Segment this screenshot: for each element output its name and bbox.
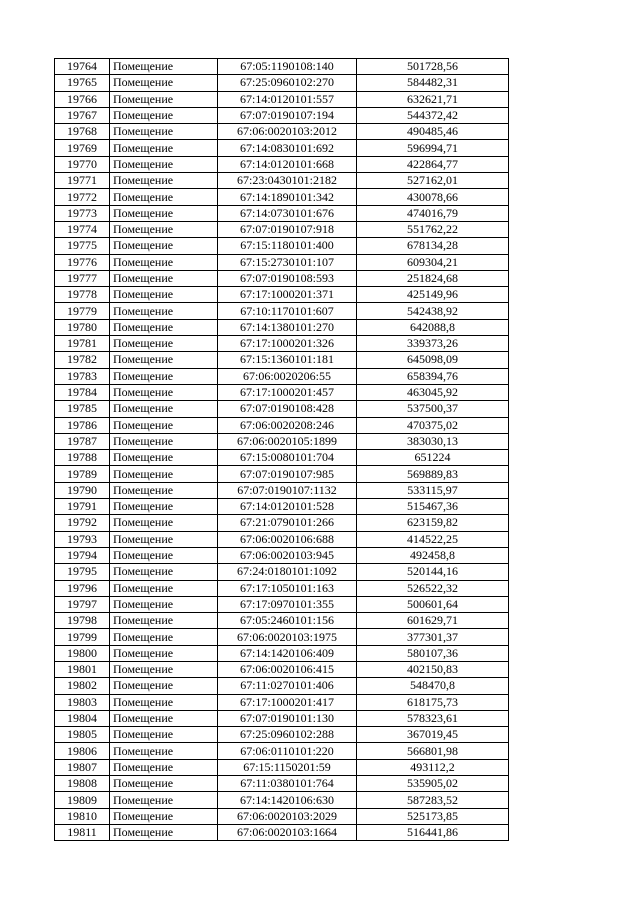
cadastral-number: 67:07:0190108:428 (218, 401, 357, 417)
cadastral-value: 526522,32 (357, 580, 509, 596)
table-row (55, 776, 509, 792)
row-number: 19807 (55, 759, 110, 775)
cadastral-number: 67:14:1420106:630 (218, 792, 357, 808)
row-number: 19766 (55, 91, 110, 107)
cadastral-number: 67:07:0190107:1132 (218, 482, 357, 498)
cadastral-number: 67:25:0960102:270 (218, 75, 357, 91)
property-table (54, 58, 509, 841)
table-row (55, 531, 509, 547)
table-row (55, 727, 509, 743)
cadastral-value: 474016,79 (357, 205, 509, 221)
object-type: Помещение (110, 596, 218, 612)
cadastral-value: 383030,13 (357, 433, 509, 449)
object-type: Помещение (110, 743, 218, 759)
cadastral-number: 67:07:0190107:194 (218, 107, 357, 123)
table-row (55, 433, 509, 449)
table-row (55, 140, 509, 156)
cadastral-value: 425149,96 (357, 287, 509, 303)
row-number: 19795 (55, 564, 110, 580)
row-number: 19806 (55, 743, 110, 759)
row-number: 19780 (55, 319, 110, 335)
table-row (55, 303, 509, 319)
cadastral-number: 67:15:1360101:181 (218, 352, 357, 368)
table-row (55, 824, 509, 840)
table-row (55, 319, 509, 335)
object-type: Помещение (110, 450, 218, 466)
cadastral-number: 67:06:0020103:945 (218, 547, 357, 563)
table-row (55, 515, 509, 531)
cadastral-value: 520144,16 (357, 564, 509, 580)
table-row (55, 254, 509, 270)
cadastral-number: 67:14:0120101:668 (218, 156, 357, 172)
table-row (55, 808, 509, 824)
cadastral-number: 67:11:0270101:406 (218, 678, 357, 694)
table-row (55, 401, 509, 417)
row-number: 19800 (55, 645, 110, 661)
table-row (55, 287, 509, 303)
object-type: Помещение (110, 547, 218, 563)
row-number: 19770 (55, 156, 110, 172)
cadastral-number: 67:15:1180101:400 (218, 238, 357, 254)
cadastral-value: 402150,83 (357, 661, 509, 677)
cadastral-number: 67:06:0020103:2012 (218, 124, 357, 140)
cadastral-value: 645098,09 (357, 352, 509, 368)
row-number: 19809 (55, 792, 110, 808)
cadastral-value: 377301,37 (357, 629, 509, 645)
cadastral-value: 544372,42 (357, 107, 509, 123)
cadastral-number: 67:05:2460101:156 (218, 613, 357, 629)
row-number: 19783 (55, 368, 110, 384)
cadastral-number: 67:07:0190101:130 (218, 710, 357, 726)
cadastral-number: 67:11:0380101:764 (218, 776, 357, 792)
cadastral-number: 67:07:0190107:918 (218, 221, 357, 237)
object-type: Помещение (110, 433, 218, 449)
table-row (55, 547, 509, 563)
object-type: Помещение (110, 173, 218, 189)
cadastral-value: 548470,8 (357, 678, 509, 694)
table-row (55, 75, 509, 91)
cadastral-value: 642088,8 (357, 319, 509, 335)
table-row (55, 417, 509, 433)
cadastral-value: 430078,66 (357, 189, 509, 205)
cadastral-value: 527162,01 (357, 173, 509, 189)
row-number: 19788 (55, 450, 110, 466)
row-number: 19803 (55, 694, 110, 710)
cadastral-number: 67:07:0190107:985 (218, 466, 357, 482)
table-row (55, 499, 509, 515)
object-type: Помещение (110, 613, 218, 629)
table-row (55, 91, 509, 107)
table-row (55, 580, 509, 596)
cadastral-value: 367019,45 (357, 727, 509, 743)
cadastral-value: 339373,26 (357, 336, 509, 352)
table-row (55, 694, 509, 710)
cadastral-value: 551762,22 (357, 221, 509, 237)
object-type: Помещение (110, 124, 218, 140)
table-row (55, 352, 509, 368)
cadastral-value: 463045,92 (357, 384, 509, 400)
row-number: 19779 (55, 303, 110, 319)
object-type: Помещение (110, 287, 218, 303)
cadastral-number: 67:06:0110101:220 (218, 743, 357, 759)
table-row (55, 368, 509, 384)
object-type: Помещение (110, 678, 218, 694)
cadastral-number: 67:06:0020206:55 (218, 368, 357, 384)
cadastral-number: 67:14:0730101:676 (218, 205, 357, 221)
object-type: Помещение (110, 824, 218, 840)
table-row (55, 336, 509, 352)
row-number: 19784 (55, 384, 110, 400)
cadastral-number: 67:21:0790101:266 (218, 515, 357, 531)
object-type: Помещение (110, 303, 218, 319)
table-row (55, 107, 509, 123)
cadastral-value: 422864,77 (357, 156, 509, 172)
cadastral-number: 67:17:1000201:457 (218, 384, 357, 400)
row-number: 19799 (55, 629, 110, 645)
cadastral-number: 67:06:0020208:246 (218, 417, 357, 433)
object-type: Помещение (110, 531, 218, 547)
cadastral-number: 67:24:0180101:1092 (218, 564, 357, 580)
cadastral-value: 251824,68 (357, 270, 509, 286)
object-type: Помещение (110, 238, 218, 254)
object-type: Помещение (110, 59, 218, 75)
row-number: 19808 (55, 776, 110, 792)
row-number: 19801 (55, 661, 110, 677)
table-row (55, 792, 509, 808)
cadastral-value: 414522,25 (357, 531, 509, 547)
cadastral-value: 525173,85 (357, 808, 509, 824)
row-number: 19811 (55, 824, 110, 840)
cadastral-number: 67:07:0190108:593 (218, 270, 357, 286)
object-type: Помещение (110, 368, 218, 384)
object-type: Помещение (110, 91, 218, 107)
cadastral-number: 67:06:0020103:2029 (218, 808, 357, 824)
table-row (55, 661, 509, 677)
cadastral-value: 490485,46 (357, 124, 509, 140)
object-type: Помещение (110, 401, 218, 417)
row-number: 19781 (55, 336, 110, 352)
table-row (55, 678, 509, 694)
object-type: Помещение (110, 336, 218, 352)
object-type: Помещение (110, 645, 218, 661)
row-number: 19810 (55, 808, 110, 824)
cadastral-value: 492458,8 (357, 547, 509, 563)
cadastral-number: 67:06:0020103:1975 (218, 629, 357, 645)
object-type: Помещение (110, 417, 218, 433)
table-row (55, 59, 509, 75)
table-row (55, 450, 509, 466)
cadastral-value: 609304,21 (357, 254, 509, 270)
row-number: 19802 (55, 678, 110, 694)
table-row (55, 710, 509, 726)
table-row (55, 221, 509, 237)
table-row (55, 466, 509, 482)
object-type: Помещение (110, 205, 218, 221)
cadastral-value: 542438,92 (357, 303, 509, 319)
row-number: 19794 (55, 547, 110, 563)
cadastral-number: 67:17:1050101:163 (218, 580, 357, 596)
cadastral-value: 569889,83 (357, 466, 509, 482)
row-number: 19804 (55, 710, 110, 726)
cadastral-value: 601629,71 (357, 613, 509, 629)
table-row (55, 156, 509, 172)
cadastral-number: 67:14:1420106:409 (218, 645, 357, 661)
row-number: 19775 (55, 238, 110, 254)
cadastral-value: 618175,73 (357, 694, 509, 710)
cadastral-value: 587283,52 (357, 792, 509, 808)
object-type: Помещение (110, 221, 218, 237)
object-type: Помещение (110, 727, 218, 743)
object-type: Помещение (110, 384, 218, 400)
object-type: Помещение (110, 710, 218, 726)
object-type: Помещение (110, 808, 218, 824)
object-type: Помещение (110, 156, 218, 172)
row-number: 19782 (55, 352, 110, 368)
object-type: Помещение (110, 140, 218, 156)
document-page (54, 58, 508, 841)
row-number: 19789 (55, 466, 110, 482)
cadastral-number: 67:17:1000201:371 (218, 287, 357, 303)
cadastral-value: 578323,61 (357, 710, 509, 726)
cadastral-number: 67:15:1150201:59 (218, 759, 357, 775)
cadastral-value: 535905,02 (357, 776, 509, 792)
cadastral-number: 67:15:2730101:107 (218, 254, 357, 270)
cadastral-value: 470375,02 (357, 417, 509, 433)
cadastral-value: 580107,36 (357, 645, 509, 661)
table-row (55, 124, 509, 140)
cadastral-number: 67:14:0120101:557 (218, 91, 357, 107)
cadastral-number: 67:06:0020103:1664 (218, 824, 357, 840)
cadastral-value: 533115,97 (357, 482, 509, 498)
cadastral-value: 566801,98 (357, 743, 509, 759)
object-type: Помещение (110, 75, 218, 91)
row-number: 19774 (55, 221, 110, 237)
row-number: 19777 (55, 270, 110, 286)
object-type: Помещение (110, 661, 218, 677)
row-number: 19797 (55, 596, 110, 612)
cadastral-number: 67:14:0830101:692 (218, 140, 357, 156)
property-table-body (55, 59, 509, 841)
object-type: Помещение (110, 629, 218, 645)
row-number: 19765 (55, 75, 110, 91)
row-number: 19791 (55, 499, 110, 515)
table-row (55, 629, 509, 645)
cadastral-number: 67:10:1170101:607 (218, 303, 357, 319)
cadastral-number: 67:14:1890101:342 (218, 189, 357, 205)
object-type: Помещение (110, 270, 218, 286)
row-number: 19792 (55, 515, 110, 531)
row-number: 19768 (55, 124, 110, 140)
table-row (55, 564, 509, 580)
cadastral-number: 67:06:0020106:688 (218, 531, 357, 547)
row-number: 19776 (55, 254, 110, 270)
table-row (55, 645, 509, 661)
row-number: 19771 (55, 173, 110, 189)
table-row (55, 613, 509, 629)
table-row (55, 759, 509, 775)
cadastral-number: 67:15:0080101:704 (218, 450, 357, 466)
row-number: 19787 (55, 433, 110, 449)
row-number: 19767 (55, 107, 110, 123)
cadastral-value: 515467,36 (357, 499, 509, 515)
row-number: 19769 (55, 140, 110, 156)
table-row (55, 189, 509, 205)
row-number: 19790 (55, 482, 110, 498)
cadastral-value: 632621,71 (357, 91, 509, 107)
cadastral-value: 678134,28 (357, 238, 509, 254)
object-type: Помещение (110, 580, 218, 596)
row-number: 19798 (55, 613, 110, 629)
cadastral-value: 516441,86 (357, 824, 509, 840)
row-number: 19805 (55, 727, 110, 743)
table-row (55, 173, 509, 189)
object-type: Помещение (110, 482, 218, 498)
cadastral-number: 67:05:1190108:140 (218, 59, 357, 75)
object-type: Помещение (110, 319, 218, 335)
table-row (55, 482, 509, 498)
object-type: Помещение (110, 776, 218, 792)
object-type: Помещение (110, 466, 218, 482)
row-number: 19793 (55, 531, 110, 547)
table-row (55, 270, 509, 286)
cadastral-value: 537500,37 (357, 401, 509, 417)
cadastral-number: 67:14:1380101:270 (218, 319, 357, 335)
cadastral-number: 67:06:0020105:1899 (218, 433, 357, 449)
cadastral-value: 596994,71 (357, 140, 509, 156)
object-type: Помещение (110, 792, 218, 808)
row-number: 19796 (55, 580, 110, 596)
cadastral-number: 67:17:1000201:417 (218, 694, 357, 710)
object-type: Помещение (110, 189, 218, 205)
cadastral-value: 651224 (357, 450, 509, 466)
table-row (55, 205, 509, 221)
cadastral-value: 500601,64 (357, 596, 509, 612)
row-number: 19778 (55, 287, 110, 303)
cadastral-number: 67:23:0430101:2182 (218, 173, 357, 189)
cadastral-number: 67:17:0970101:355 (218, 596, 357, 612)
table-row (55, 596, 509, 612)
object-type: Помещение (110, 564, 218, 580)
object-type: Помещение (110, 499, 218, 515)
table-row (55, 384, 509, 400)
object-type: Помещение (110, 694, 218, 710)
cadastral-value: 493112,2 (357, 759, 509, 775)
cadastral-number: 67:17:1000201:326 (218, 336, 357, 352)
cadastral-value: 584482,31 (357, 75, 509, 91)
cadastral-value: 658394,76 (357, 368, 509, 384)
row-number: 19764 (55, 59, 110, 75)
object-type: Помещение (110, 107, 218, 123)
row-number: 19786 (55, 417, 110, 433)
object-type: Помещение (110, 515, 218, 531)
cadastral-number: 67:25:0960102:288 (218, 727, 357, 743)
object-type: Помещение (110, 254, 218, 270)
table-row (55, 743, 509, 759)
cadastral-number: 67:06:0020106:415 (218, 661, 357, 677)
object-type: Помещение (110, 352, 218, 368)
cadastral-value: 501728,56 (357, 59, 509, 75)
object-type: Помещение (110, 759, 218, 775)
row-number: 19773 (55, 205, 110, 221)
table-row (55, 238, 509, 254)
cadastral-value: 623159,82 (357, 515, 509, 531)
cadastral-number: 67:14:0120101:528 (218, 499, 357, 515)
row-number: 19772 (55, 189, 110, 205)
row-number: 19785 (55, 401, 110, 417)
